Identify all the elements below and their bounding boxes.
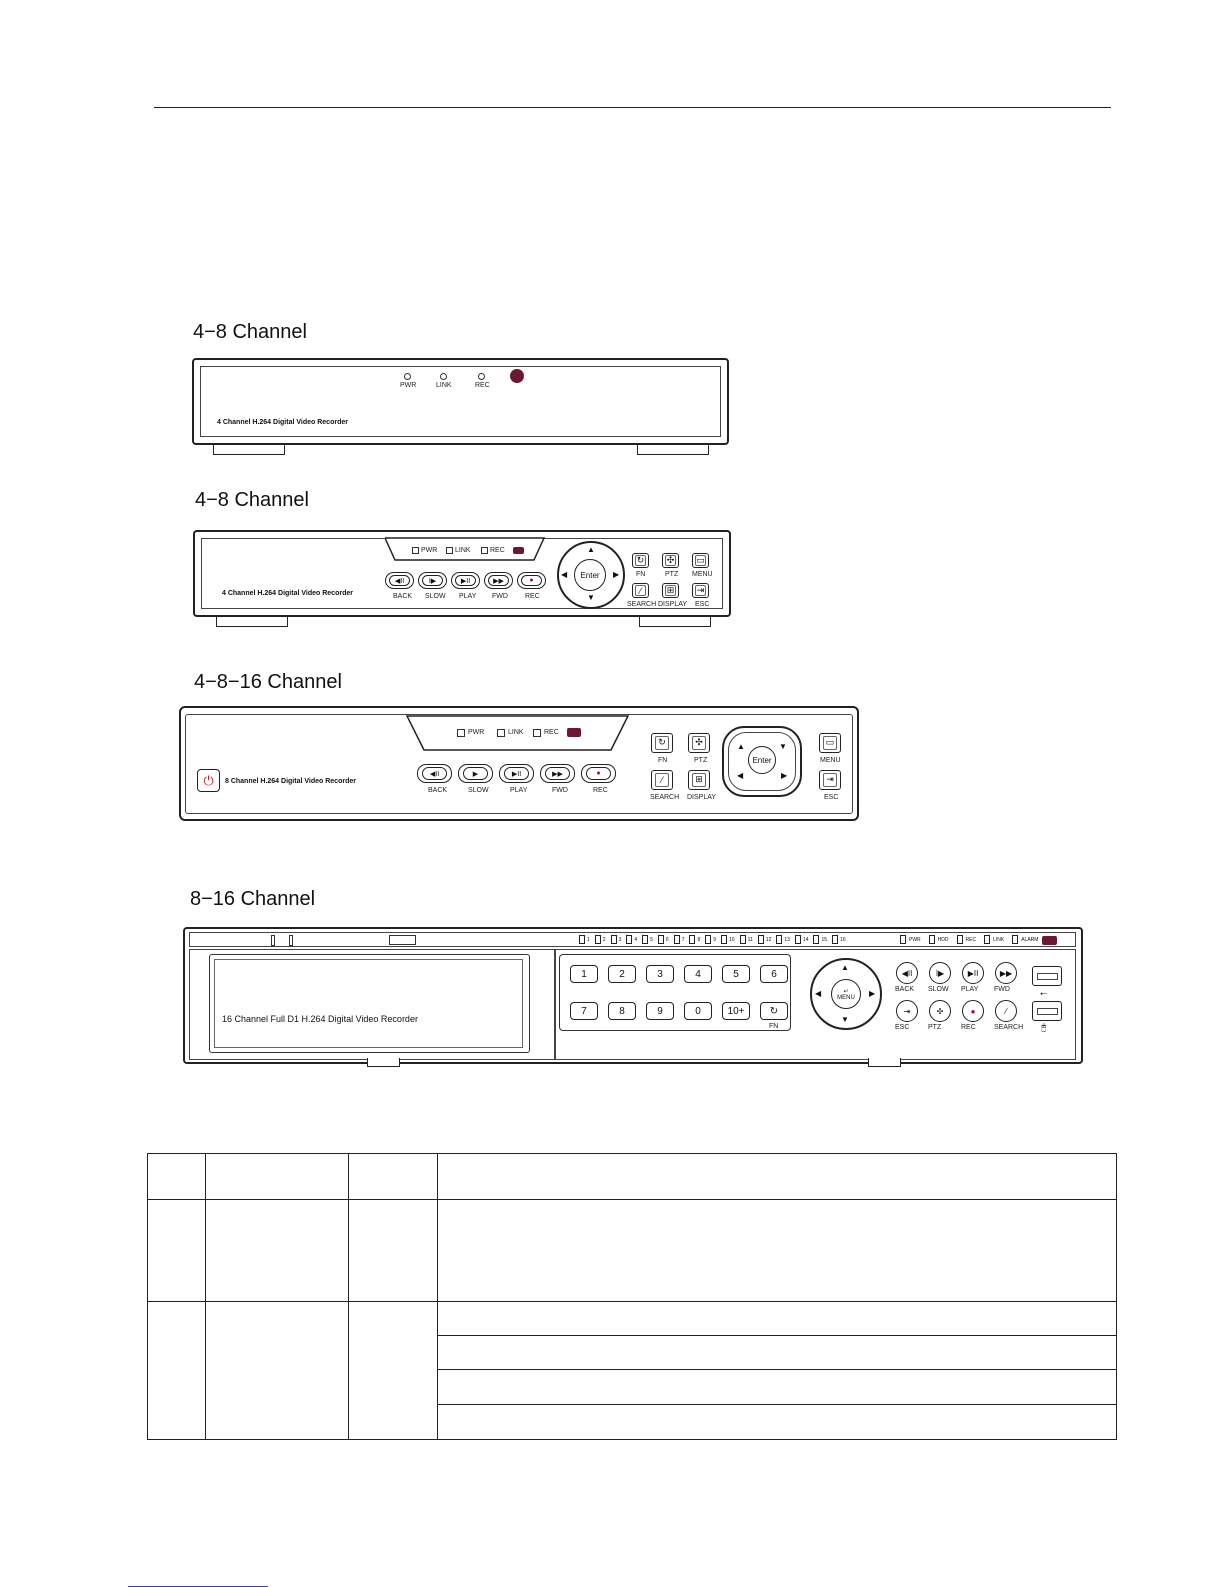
rec-label: REC	[593, 787, 608, 794]
search-label: SEARCH	[627, 601, 657, 608]
fwd-label: FWD	[492, 593, 508, 600]
esc-label: ESC	[895, 1024, 910, 1031]
device-1-front-panel	[192, 358, 729, 445]
device-4-model-label: 16 Channel Full D1 H.264 Digital Video Recorder	[222, 1014, 418, 1024]
status-led-label: HDD	[937, 936, 949, 943]
channel-led-label: 10	[729, 936, 735, 943]
play-label: PLAY	[510, 787, 528, 794]
fast-forward-icon: ▶▶	[999, 968, 1013, 978]
search-button[interactable]	[995, 1000, 1017, 1022]
power-button[interactable]	[197, 769, 220, 792]
table-cell	[148, 1200, 206, 1302]
up-right-arrow-icon[interactable]: ▼	[779, 742, 787, 751]
ptz-label: PTZ	[665, 571, 679, 578]
number-key[interactable]: 2	[608, 965, 636, 983]
display-icon: ⊞	[666, 585, 675, 595]
device-1-caption: 4−8 Channel	[193, 321, 307, 343]
fn-button[interactable]	[632, 553, 649, 568]
channel-led	[674, 935, 680, 944]
channel-led-label: 14	[802, 936, 809, 943]
play-label: PLAY	[459, 593, 477, 600]
channel-led	[740, 935, 746, 944]
hdd-door[interactable]	[209, 954, 530, 1053]
channel-led	[776, 935, 782, 944]
channel-led-label: 13	[784, 936, 790, 943]
back-button[interactable]	[385, 572, 414, 589]
esc-icon: ⇥	[903, 1006, 911, 1016]
fwd-button[interactable]	[484, 572, 513, 589]
search-button[interactable]	[651, 770, 673, 790]
pwr-led	[457, 729, 465, 737]
down-arrow-icon[interactable]: ▼	[841, 1015, 849, 1024]
table-cell	[438, 1405, 1117, 1440]
channel-led-label: 15	[821, 936, 828, 943]
menu-enter-button[interactable]: ↵ MENU	[831, 979, 861, 1009]
channel-led-label: 6	[665, 936, 669, 943]
channel-led	[832, 935, 838, 944]
link-led-label: LINK	[436, 382, 452, 389]
table-cell	[206, 1200, 349, 1302]
fn-icon: ↻	[769, 1005, 779, 1017]
power-icon: ⏻	[203, 772, 214, 788]
display-button[interactable]	[662, 583, 679, 598]
table-cell	[349, 1200, 438, 1302]
rec-led-label: REC	[490, 547, 505, 554]
search-icon: ⁄	[639, 585, 642, 596]
channel-led	[758, 935, 764, 944]
rec-led	[481, 547, 488, 554]
esc-label: ESC	[695, 601, 710, 608]
slow-button[interactable]	[458, 764, 493, 783]
ir-receiver	[567, 728, 581, 737]
ptz-icon: ✣	[666, 555, 675, 565]
ir-receiver	[1042, 936, 1057, 945]
menu-button[interactable]	[692, 553, 709, 568]
enter-button[interactable]: Enter	[748, 746, 776, 774]
pwr-led-label: PWR	[468, 729, 485, 736]
channel-led	[795, 935, 801, 944]
fwd-label: FWD	[994, 986, 1010, 993]
rec-led	[478, 373, 485, 380]
number-key[interactable]: 0	[684, 1002, 712, 1020]
fn-label: FN	[636, 571, 646, 578]
back-icon: ◀II	[394, 577, 405, 585]
link-led-label: LINK	[508, 729, 524, 736]
left-arrow-icon[interactable]: ◀	[561, 570, 568, 579]
back-icon: ◀II	[901, 968, 913, 978]
pwr-led	[412, 547, 419, 554]
device-1-foot-left	[213, 445, 285, 455]
left-arrow-icon[interactable]: ◀	[737, 771, 744, 780]
table-cell	[438, 1200, 1117, 1302]
search-button[interactable]	[632, 583, 649, 598]
esc-icon: ⇥	[826, 774, 834, 785]
device-1-foot-right	[637, 445, 709, 455]
right-arrow-icon[interactable]: ▶	[781, 771, 788, 780]
fwd-button[interactable]	[540, 764, 575, 783]
esc-button[interactable]	[896, 1000, 918, 1022]
usb-icon: ⭠	[1040, 988, 1048, 998]
link-led	[446, 547, 453, 554]
channel-led-label: 4	[634, 936, 638, 943]
table-cell	[438, 1302, 1117, 1336]
back-label: BACK	[428, 787, 448, 794]
play-button[interactable]	[962, 962, 984, 984]
status-led-label: ALARM	[1021, 936, 1039, 943]
number-key[interactable]: 7	[570, 1002, 598, 1020]
pwr-led	[404, 373, 411, 380]
slow-icon: I▶	[428, 577, 437, 585]
channel-led	[813, 935, 819, 944]
table-cell	[148, 1302, 206, 1440]
channel-led	[579, 935, 585, 944]
number-key[interactable]: 9	[646, 1002, 674, 1020]
device-2-model-label: 4 Channel H.264 Digital Video Recorder	[222, 590, 353, 597]
table-cell	[438, 1370, 1117, 1405]
display-icon: ⊞	[695, 774, 703, 785]
back-button[interactable]	[417, 764, 452, 783]
table-cell	[206, 1302, 349, 1440]
usb-port-top[interactable]	[1032, 966, 1062, 986]
device-2-front-panel	[193, 530, 731, 617]
channel-led-label: 11	[747, 936, 753, 943]
device-2-foot-right	[639, 617, 711, 627]
device-3-front-panel	[179, 706, 859, 821]
rec-led-label: REC	[475, 382, 490, 389]
slow-icon: ▶	[472, 770, 479, 778]
pwr-led-label: PWR	[400, 382, 417, 389]
channel-led	[721, 935, 727, 944]
up-left-arrow-icon[interactable]: ▲	[737, 742, 745, 751]
number-key[interactable]: 5	[722, 965, 750, 983]
up-arrow-icon[interactable]: ▲	[587, 545, 595, 554]
menu-icon: ▭	[696, 555, 705, 565]
pwr-led-label: PWR	[421, 547, 438, 554]
fn-label: FN	[658, 757, 668, 764]
status-led	[900, 935, 906, 944]
esc-button[interactable]	[692, 583, 709, 598]
esc-button[interactable]	[819, 770, 841, 790]
slow-button[interactable]	[929, 962, 951, 984]
ptz-icon: ✣	[936, 1006, 944, 1016]
table-cell	[148, 1154, 206, 1200]
table-cell	[438, 1336, 1117, 1370]
table-row	[148, 1200, 1117, 1302]
channel-led-label: 2	[602, 936, 606, 943]
play-pause-icon: ▶II	[460, 577, 471, 585]
device-4-front-panel	[183, 927, 1083, 1064]
header-rule	[154, 107, 1111, 108]
status-led-label: PWR	[909, 936, 921, 943]
fn-icon: ↻	[658, 737, 666, 748]
fast-forward-icon: ▶▶	[493, 577, 504, 585]
device-4-foot-left	[367, 1058, 400, 1067]
table-row	[148, 1302, 1117, 1336]
rec-button[interactable]	[517, 572, 546, 589]
channel-led	[595, 935, 601, 944]
fn-button[interactable]	[760, 1002, 788, 1020]
channel-led-row	[579, 933, 859, 946]
menu-label: MENU	[820, 757, 841, 764]
play-pause-icon: ▶II	[511, 770, 522, 778]
fast-forward-icon: ▶▶	[552, 770, 563, 778]
device-4-caption: 8−16 Channel	[190, 888, 316, 910]
right-arrow-icon[interactable]: ▶	[613, 570, 620, 579]
status-led-row	[900, 933, 1060, 946]
rec-label: REC	[961, 1024, 976, 1031]
rec-led	[533, 729, 541, 737]
table-cell	[438, 1154, 1117, 1200]
channel-led-label: 7	[681, 936, 685, 943]
ir-receiver	[510, 369, 524, 383]
status-led-label: LINK	[993, 936, 1005, 943]
link-led	[440, 373, 447, 380]
table-cell	[349, 1154, 438, 1200]
esc-icon: ⇥	[696, 585, 705, 595]
spec-table	[147, 1153, 1117, 1440]
link-led	[497, 729, 505, 737]
table-header-row	[148, 1154, 1117, 1200]
fwd-label: FWD	[552, 787, 568, 794]
status-led-label: REC	[965, 936, 977, 943]
slow-button[interactable]	[418, 572, 447, 589]
link-led-label: LINK	[455, 547, 471, 554]
enter-icon: ↵	[843, 988, 849, 995]
device-2-caption: 4−8 Channel	[195, 489, 309, 511]
ir-receiver	[513, 547, 524, 554]
fn-label: FN	[769, 1023, 779, 1030]
table-cell	[349, 1302, 438, 1440]
number-key[interactable]: 8	[608, 1002, 636, 1020]
search-label: SEARCH	[650, 794, 680, 801]
down-arrow-icon[interactable]: ▼	[587, 593, 595, 602]
channel-led	[705, 935, 711, 944]
up-arrow-icon[interactable]: ▲	[841, 963, 849, 972]
play-button[interactable]	[499, 764, 534, 783]
number-key[interactable]: 6	[760, 965, 788, 983]
back-label: BACK	[895, 986, 915, 993]
ptz-label: PTZ	[928, 1024, 942, 1031]
channel-led	[642, 935, 648, 944]
channel-led-label: 9	[713, 936, 717, 943]
esc-label: ESC	[824, 794, 839, 801]
number-key[interactable]: 3	[646, 965, 674, 983]
channel-led	[658, 935, 664, 944]
display-button[interactable]	[688, 770, 710, 790]
display-label: DISPLAY	[658, 601, 688, 608]
status-led	[1012, 935, 1018, 944]
number-key[interactable]: 10+	[722, 1002, 750, 1020]
number-key[interactable]: 4	[684, 965, 712, 983]
device-1-model-label: 4 Channel H.264 Digital Video Recorder	[217, 419, 348, 426]
mouse-icon: 🖰	[1041, 1022, 1047, 1032]
ptz-label: PTZ	[694, 757, 708, 764]
play-label: PLAY	[961, 986, 979, 993]
fwd-button[interactable]	[995, 962, 1017, 984]
channel-led	[626, 935, 632, 944]
slow-label: SLOW	[928, 986, 949, 993]
menu-label: MENU	[692, 571, 713, 578]
slow-label: SLOW	[468, 787, 489, 794]
record-icon: ●	[596, 770, 601, 777]
table-cell	[206, 1154, 349, 1200]
device-4-foot-right	[868, 1058, 901, 1067]
channel-led	[689, 935, 695, 944]
channel-led-label: 12	[765, 936, 772, 943]
ptz-icon: ✣	[695, 737, 703, 748]
channel-led-label: 3	[618, 936, 622, 943]
rec-led-label: REC	[544, 729, 559, 736]
left-arrow-icon[interactable]: ◀	[815, 989, 822, 998]
menu-button[interactable]	[819, 733, 841, 753]
number-key[interactable]: 1	[570, 965, 598, 983]
slow-icon: I▶	[935, 968, 945, 978]
record-icon: ●	[970, 1006, 976, 1016]
channel-led	[611, 935, 617, 944]
fn-button[interactable]	[651, 733, 673, 753]
search-icon: ⁄	[661, 774, 663, 785]
search-label: SEARCH	[994, 1024, 1024, 1031]
device-3-caption: 4−8−16 Channel	[194, 671, 342, 693]
display-label: DISPLAY	[687, 794, 717, 801]
play-pause-icon: ▶II	[967, 968, 979, 978]
play-button[interactable]	[451, 572, 480, 589]
channel-led-label: 16	[840, 936, 846, 943]
channel-led-label: 1	[587, 936, 590, 943]
back-button[interactable]	[896, 962, 918, 984]
channel-led-label: 5	[650, 936, 653, 943]
status-led	[957, 935, 963, 944]
fn-icon: ↻	[636, 555, 645, 565]
ptz-button[interactable]	[688, 733, 710, 753]
rec-button[interactable]	[962, 1000, 984, 1022]
ptz-button[interactable]	[662, 553, 679, 568]
slow-label: SLOW	[425, 593, 446, 600]
enter-button[interactable]: Enter	[574, 559, 606, 591]
right-arrow-icon[interactable]: ▶	[869, 989, 876, 998]
rec-button[interactable]	[581, 764, 616, 783]
menu-icon: ▭	[825, 737, 835, 748]
usb-port-bottom[interactable]	[1032, 1001, 1062, 1021]
back-icon: ◀II	[429, 770, 440, 778]
status-led	[929, 935, 935, 944]
search-icon: ⁄	[1005, 1006, 1007, 1016]
rec-label: REC	[525, 593, 540, 600]
device-2-foot-left	[216, 617, 288, 627]
device-3-model-label: 8 Channel H.264 Digital Video Recorder	[225, 778, 356, 785]
ptz-button[interactable]	[929, 1000, 951, 1022]
back-label: BACK	[393, 593, 413, 600]
record-icon: ●	[529, 577, 534, 584]
status-led	[984, 935, 990, 944]
channel-led-label: 8	[697, 936, 701, 943]
